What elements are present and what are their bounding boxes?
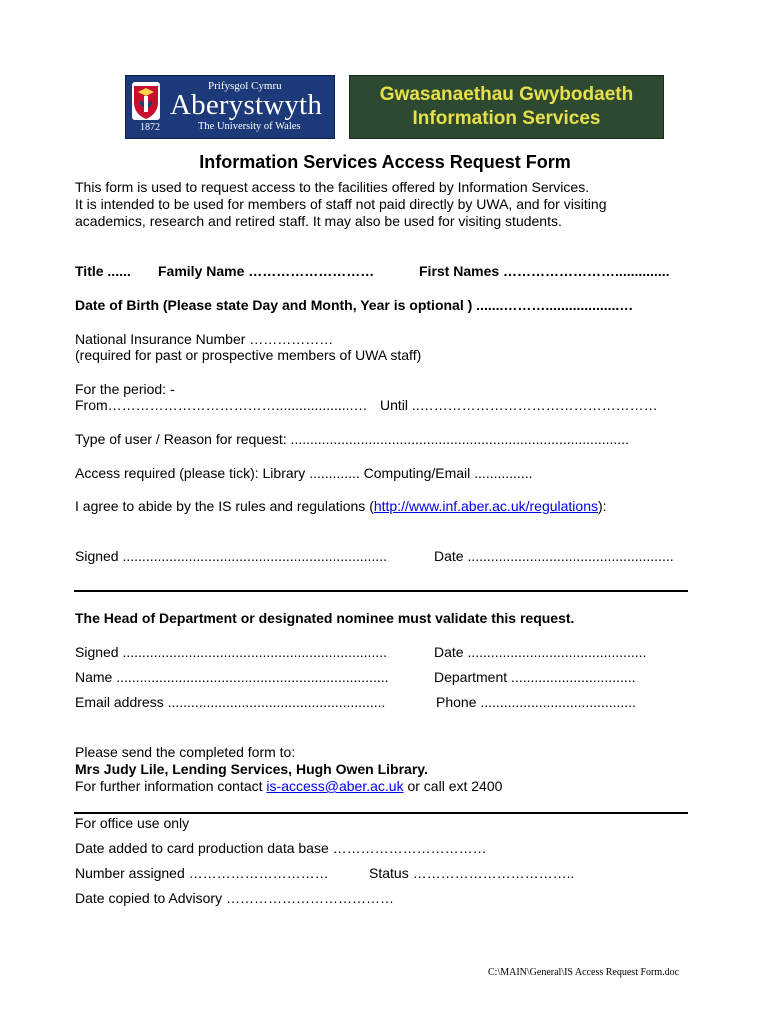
send-recipient: Mrs Judy Lile, Lending Services, Hugh Owen Library. xyxy=(75,761,428,777)
section-divider xyxy=(74,590,688,592)
status-field[interactable]: Status …………………………….. xyxy=(369,865,575,881)
access-required-field[interactable]: Access required (please tick): Library ............. Computing/Email ............... xyxy=(75,465,533,481)
validator-date-field[interactable]: Date .............................................. xyxy=(434,644,647,660)
intro-line-1: This form is used to request access to the facilities offered by Information Services. xyxy=(75,179,590,195)
office-use-heading: For office use only xyxy=(75,815,190,831)
applicant-date-field[interactable]: Date ..................................................... xyxy=(434,548,674,564)
number-assigned-field[interactable]: Number assigned ………………………… xyxy=(75,865,329,881)
agree-statement xyxy=(75,498,607,515)
contact-email-link[interactable]: is-access@aber.ac.uk xyxy=(266,778,404,794)
office-divider xyxy=(74,812,688,814)
aberystwyth-logo xyxy=(125,75,335,139)
document-path-footer: C:\MAIN\General\IS Access Request Form.doc xyxy=(488,967,680,978)
date-of-birth-field[interactable]: Date of Birth (Please state Day and Month, Year is optional ) .......………...................… xyxy=(75,297,634,313)
logo-main-text: Aberystwyth xyxy=(170,89,323,121)
validator-department-field[interactable]: Department ................................ xyxy=(434,669,636,685)
banner-line-welsh: Gwasanaethau Gwybodaeth xyxy=(379,84,634,105)
agree-prefix: I agree to abide by the IS rules and regulations ( xyxy=(75,498,374,514)
form-title: Information Services Access Request Form xyxy=(199,152,571,172)
date-copied-field[interactable]: Date copied to Advisory ……………………………… xyxy=(75,890,394,906)
information-services-banner xyxy=(349,75,664,139)
logo-subtitle: The University of Wales xyxy=(198,121,301,132)
ni-number-field[interactable]: National Insurance Number ……………… xyxy=(75,331,334,347)
ni-number-note: (required for past or prospective members of UWA staff) xyxy=(75,347,422,363)
period-until-field[interactable]: Until ..…………………………………………… xyxy=(380,397,658,413)
regulations-link[interactable]: http://www.inf.aber.ac.uk/regulations xyxy=(373,498,598,514)
date-added-field[interactable]: Date added to card production data base …………………………… xyxy=(75,840,487,856)
family-name-field[interactable]: Family Name ……………………… xyxy=(158,263,375,279)
logo-year: 1872 xyxy=(140,122,160,133)
applicant-signed-field[interactable]: Signed .................................................................... xyxy=(75,548,387,564)
contact-line xyxy=(75,778,502,795)
contact-prefix: For further information contact xyxy=(75,778,267,794)
validation-heading: The Head of Department or designated nominee must validate this request. xyxy=(75,610,575,626)
contact-suffix: or call ext 2400 xyxy=(403,778,503,794)
validator-phone-field[interactable]: Phone ........................................ xyxy=(436,694,636,710)
intro-line-2: It is intended to be used for members of staff not paid directly by UWA, and for visiting xyxy=(75,196,607,212)
title-field[interactable]: Title ...... xyxy=(75,263,131,279)
intro-line-3: academics, research and retired staff. It may also be used for visiting students. xyxy=(75,213,562,229)
send-instructions: Please send the completed form to: xyxy=(75,744,296,760)
agree-suffix: ): xyxy=(597,498,607,514)
period-from-field[interactable]: From………………………………....................… xyxy=(75,397,368,413)
logo-top-line: Prifysgol Cymru xyxy=(208,80,282,92)
university-crest-icon xyxy=(132,82,160,120)
type-of-user-field[interactable]: Type of user / Reason for request: ....................................................................................... xyxy=(75,431,629,447)
validator-signed-field[interactable]: Signed .................................................................... xyxy=(75,644,387,660)
first-names-field[interactable]: First Names …………………….............. xyxy=(419,263,670,279)
banner-line-english: Information Services xyxy=(412,108,601,129)
period-label: For the period: - xyxy=(75,381,175,397)
validator-name-field[interactable]: Name ...................................................................... xyxy=(75,669,389,685)
validator-email-field[interactable]: Email address ........................................................ xyxy=(75,694,386,710)
